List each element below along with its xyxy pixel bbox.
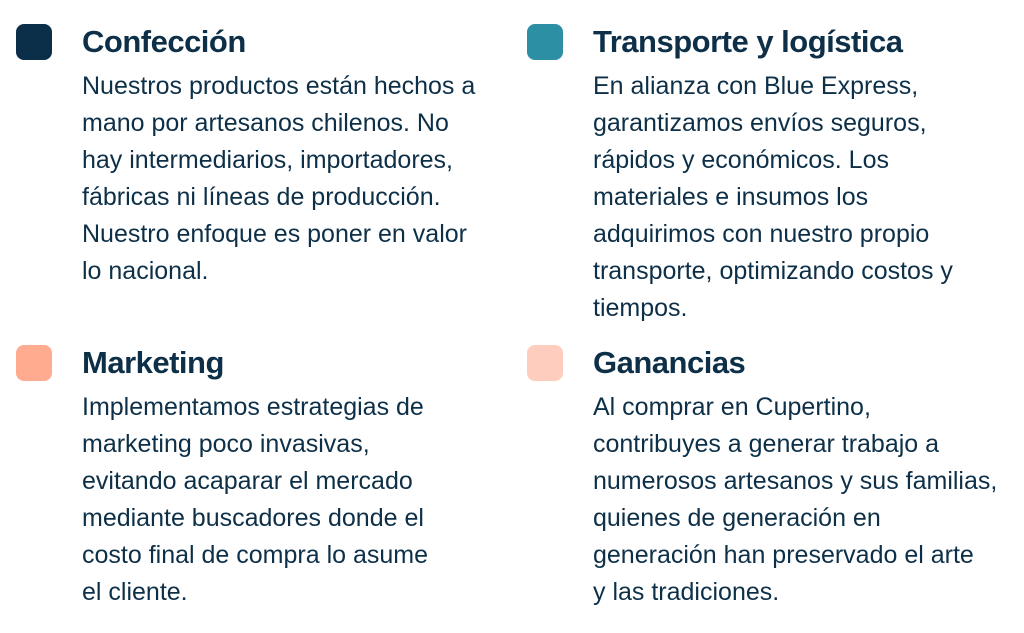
description-line: numerosos artesanos y sus familias, bbox=[593, 467, 998, 495]
description-line: Implementamos estrategias de bbox=[82, 393, 424, 421]
salmon-square-icon bbox=[16, 345, 52, 381]
peach-square-icon bbox=[527, 345, 563, 381]
description-line: adquirimos con nuestro propio bbox=[593, 220, 930, 248]
description-line: generación han preservado el arte bbox=[593, 541, 974, 569]
description-line: lo nacional. bbox=[82, 257, 209, 285]
description-line: contribuyes a generar trabajo a bbox=[593, 430, 940, 458]
section-title: Ganancias bbox=[593, 345, 746, 380]
description-line: mano por artesanos chilenos. No bbox=[82, 109, 449, 137]
description-line: rápidos y económicos. Los bbox=[593, 146, 889, 174]
description-line: garantizamos envíos seguros, bbox=[593, 109, 927, 137]
section-title: Marketing bbox=[82, 345, 224, 380]
description-line: hay intermediarios, importadores, bbox=[82, 146, 453, 174]
description-line: transporte, optimizando costos y bbox=[593, 257, 953, 285]
teal-square-icon bbox=[527, 24, 563, 60]
description-line: materiales e insumos los bbox=[593, 183, 869, 211]
description-line: Nuestros productos están hechos a bbox=[82, 72, 476, 100]
description-line: evitando acaparar el mercado bbox=[82, 467, 413, 495]
section-description bbox=[593, 68, 1023, 327]
description-line: Nuestro enfoque es poner en valor bbox=[82, 220, 467, 248]
description-line: En alianza con Blue Express, bbox=[593, 72, 919, 100]
description-line: el cliente. bbox=[82, 578, 188, 606]
description-line: mediante buscadores donde el bbox=[82, 504, 424, 532]
description-line: y las tradiciones. bbox=[593, 578, 780, 606]
description-line: Al comprar en Cupertino, bbox=[593, 393, 871, 421]
section-description bbox=[82, 68, 512, 290]
navy-square-icon bbox=[16, 24, 52, 60]
description-line: tiempos. bbox=[593, 294, 688, 322]
section-description bbox=[82, 389, 512, 611]
description-line: fábricas ni líneas de producción. bbox=[82, 183, 441, 211]
description-line: quienes de generación en bbox=[593, 504, 881, 532]
section-title: Transporte y logística bbox=[593, 24, 903, 59]
section-description bbox=[593, 389, 1023, 611]
description-line: marketing poco invasivas, bbox=[82, 430, 370, 458]
section-title: Confección bbox=[82, 24, 246, 59]
description-line: costo final de compra lo asume bbox=[82, 541, 429, 569]
